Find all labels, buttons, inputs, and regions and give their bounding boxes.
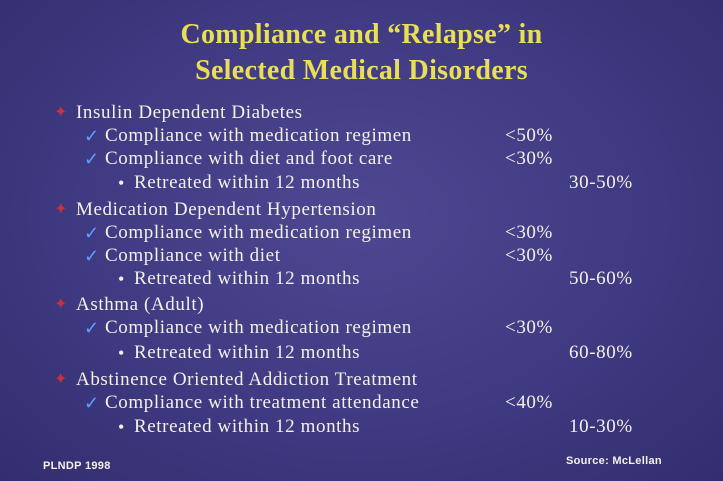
retreat-row <box>0 415 723 439</box>
retreat-row <box>0 341 723 365</box>
dot-bullet-icon: • <box>118 173 125 193</box>
compliance-value: <30% <box>505 222 553 243</box>
red-diamond-icon: ✦ <box>54 296 68 313</box>
section-heading-hypertension <box>0 198 723 222</box>
checkmark-icon: ✓ <box>84 246 100 266</box>
retreat-row <box>0 171 723 195</box>
retreat-label: Retreated within 12 months <box>134 172 361 193</box>
compliance-value: <40% <box>505 392 553 413</box>
compliance-label: Compliance with medication regimen <box>105 317 412 338</box>
dot-bullet-icon: • <box>118 417 125 437</box>
checkmark-icon: ✓ <box>84 223 100 243</box>
section-heading-diabetes <box>0 101 723 125</box>
section-heading-asthma <box>0 293 723 317</box>
compliance-row <box>0 124 723 148</box>
compliance-label: Compliance with medication regimen <box>105 222 412 243</box>
compliance-row <box>0 221 723 245</box>
retreat-value: 60-80% <box>569 342 633 363</box>
retreat-label: Retreated within 12 months <box>134 416 361 437</box>
checkmark-icon: ✓ <box>84 318 100 338</box>
red-diamond-icon: ✦ <box>54 104 68 121</box>
dot-bullet-icon: • <box>118 343 125 363</box>
red-diamond-icon: ✦ <box>54 201 68 218</box>
slide-title-line-2: Selected Medical Disorders <box>195 55 528 86</box>
section-heading-label: Medication Dependent Hypertension <box>76 199 377 220</box>
compliance-label: Compliance with medication regimen <box>105 125 412 146</box>
section-heading-addiction <box>0 368 723 392</box>
compliance-label: Compliance with treatment attendance <box>105 392 420 413</box>
checkmark-icon: ✓ <box>84 393 100 413</box>
compliance-row <box>0 316 723 340</box>
compliance-row <box>0 391 723 415</box>
retreat-row <box>0 267 723 291</box>
compliance-value: <30% <box>505 317 553 338</box>
red-diamond-icon: ✦ <box>54 371 68 388</box>
compliance-row <box>0 244 723 268</box>
dot-bullet-icon: • <box>118 269 125 289</box>
footer-source: Source: McLellan <box>566 455 662 467</box>
compliance-row <box>0 147 723 171</box>
compliance-label: Compliance with diet and foot care <box>105 148 393 169</box>
compliance-value: <30% <box>505 245 553 266</box>
retreat-value: 50-60% <box>569 268 633 289</box>
compliance-label: Compliance with diet <box>105 245 281 266</box>
checkmark-icon: ✓ <box>84 126 100 146</box>
retreat-label: Retreated within 12 months <box>134 342 361 363</box>
compliance-value: <30% <box>505 148 553 169</box>
retreat-label: Retreated within 12 months <box>134 268 361 289</box>
slide-title-line-1: Compliance and “Relapse” in <box>180 19 543 50</box>
footer-credit: PLNDP 1998 <box>43 460 111 472</box>
compliance-value: <50% <box>505 125 553 146</box>
retreat-value: 10-30% <box>569 416 633 437</box>
checkmark-icon: ✓ <box>84 149 100 169</box>
section-heading-label: Insulin Dependent Diabetes <box>76 102 303 123</box>
section-heading-label: Abstinence Oriented Addiction Treatment <box>76 369 418 390</box>
section-heading-label: Asthma (Adult) <box>76 294 205 315</box>
retreat-value: 30-50% <box>569 172 633 193</box>
